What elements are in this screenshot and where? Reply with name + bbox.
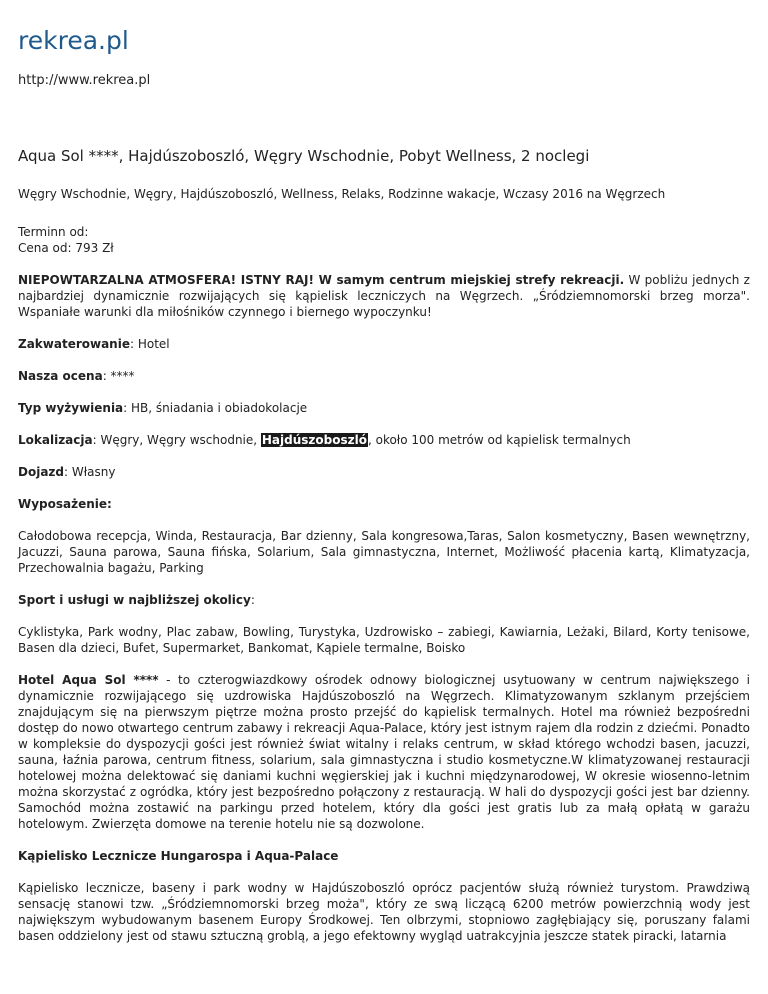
offer-terms	[18, 224, 750, 256]
price-label: Cena od: 793 Zł	[18, 241, 114, 255]
equipment-heading	[18, 496, 750, 512]
rating-label: Nasza ocena	[18, 369, 103, 383]
offer-tags: Węgry Wschodnie, Węgry, Hajdúszoboszló, Wellness, Relaks, Rodzinne wakacje, Wczasy 2016 na Węgrzech	[18, 187, 666, 201]
spa-heading-text: Kąpielisko Lecznicze Hungarospa i Aqua-Palace	[18, 849, 339, 863]
location-label: Lokalizacja	[18, 433, 93, 447]
hotel-text: - to czterogwiazdkowy ośrodek odnowy biologicznej usytuowany w centrum największego i dynamicznie rozwijającego się uzdrowiska Hajdúszoboszló na Węgrzech. Klimatyzowanym szklanym przejściem znajdującym się na pierwszym piętrze można prosto przejść do kąpielisk termalnych. Hotel ma również bezpośredni dostęp do nowo otwartego centrum zabawy i rekreacji Aqua-Palace, który jest istnym rajem dla rodzin z dziećmi. Ponadto w kompleksie do dyspozycji gości jest również świat witalny i relaks centrum, w skład którego wchodzi basen, jacuzzi, sauna, łaźnia parowa, centrum fitness, solarium, sala gimnastyczna i studio kosmetyczne.W klimatyzowanej restauracji hotelowej można delektować się daniami kuchni węgierskiej jak i kuchni międzynarodowej, W okresie wiosenno-letnim można skorzystać z ogródka, który jest bezpośredno połączony z restauracją. W hali do dyspozycji gości jest bar dzienny. Samochód można zostawić na parkingu przed hotelem, który dla gości jest gratis lub za małą opłatą w garażu hotelowym. Zwierzęta domowe na terenie hotelu nie są dozwolone.	[18, 673, 750, 831]
transport-value: : Własny	[64, 465, 116, 479]
equipment-text: Całodobowa recepcja, Winda, Restauracja, Bar dzienny, Sala kongresowa,Taras, Salon kosmetyczny, Basen wewnętrzny, Jacuzzi, Sauna parowa, Sauna fińska, Solarium, Sala gimnastyczna, Internet, Możliwość płacenia kartą, Klimatyzacja, Przechowalnia bagażu, Parking	[18, 529, 750, 575]
location-row	[18, 432, 750, 448]
board-row	[18, 400, 750, 416]
spa-text: Kąpielisko lecznicze, baseny i park wodny w Hajdúszoboszló oprócz pacjentów służą również turystom. Prawdziwą sensację stanowi tzw. „Śródziemnomorski brzeg moża", który ze swą liczącą 6200 metrów powierzchnią wody jest największym wybudowanym basenem Europy Środkowej. Ten olbrzymi, stopniowo zagłębiający się, poruszany falami basen oddzielony jest od stawu sztuczną groblą, a jego efektowny wygląd uatrakcyjnia jeszcze statek piracki, latarnia	[18, 881, 750, 943]
sport-label: Sport i usługi w najbliższej okolicy	[18, 593, 251, 607]
sport-text: Cyklistyka, Park wodny, Plac zabaw, Bowling, Turystyka, Uzdrowisko – zabiegi, Kawiarnia, Leżaki, Bilard, Korty tenisowe, Basen dla dzieci, Bufet, Supermarket, Bankomat, Kąpiele termalne, Boisko	[18, 625, 750, 655]
spa-heading	[18, 848, 750, 864]
transport-label: Dojazd	[18, 465, 64, 479]
accommodation-value: : Hotel	[129, 337, 170, 351]
board-value: : HB, śniadania i obiadokolacje	[123, 401, 308, 415]
site-title[interactable]: rekrea.pl	[18, 26, 129, 55]
board-label: Typ wyżywienia	[18, 401, 124, 415]
equipment-label: Wyposażenie:	[18, 497, 112, 511]
sport-colon: :	[250, 593, 255, 607]
sport-heading	[18, 592, 750, 608]
intro-paragraph	[18, 272, 750, 320]
location-highlight: Hajdúszoboszló	[261, 433, 367, 447]
location-suffix: , około 100 metrów od kąpielisk termalnych	[367, 433, 631, 447]
accommodation-label: Zakwaterowanie	[18, 337, 130, 351]
rating-row	[18, 368, 750, 384]
rating-value: : ****	[102, 369, 135, 383]
transport-row	[18, 464, 750, 480]
intro-text: W pobliżu jednych z najbardziej dynamicznie rozwijających się kąpielisk leczniczych na Węgrzech. „Śródziemnomorski brzeg morza". Wspaniałe warunki dla miłośników czynnego i biernego wypoczynku!	[18, 273, 750, 319]
site-url[interactable]: http://www.rekrea.pl	[18, 73, 151, 88]
hotel-bold: Hotel Aqua Sol ****	[18, 673, 159, 687]
location-prefix: : Węgry, Węgry wschodnie,	[92, 433, 261, 447]
accommodation-row	[18, 336, 750, 352]
offer-title: Aqua Sol ****, Hajdúszoboszló, Węgry Wschodnie, Pobyt Wellness, 2 noclegi	[18, 147, 590, 165]
hotel-paragraph	[18, 672, 750, 832]
intro-bold: NIEPOWTARZALNA ATMOSFERA! ISTNY RAJ! W samym centrum miejskiej strefy rekreacji.	[18, 273, 625, 287]
term-label: Terminn od:	[18, 225, 89, 239]
